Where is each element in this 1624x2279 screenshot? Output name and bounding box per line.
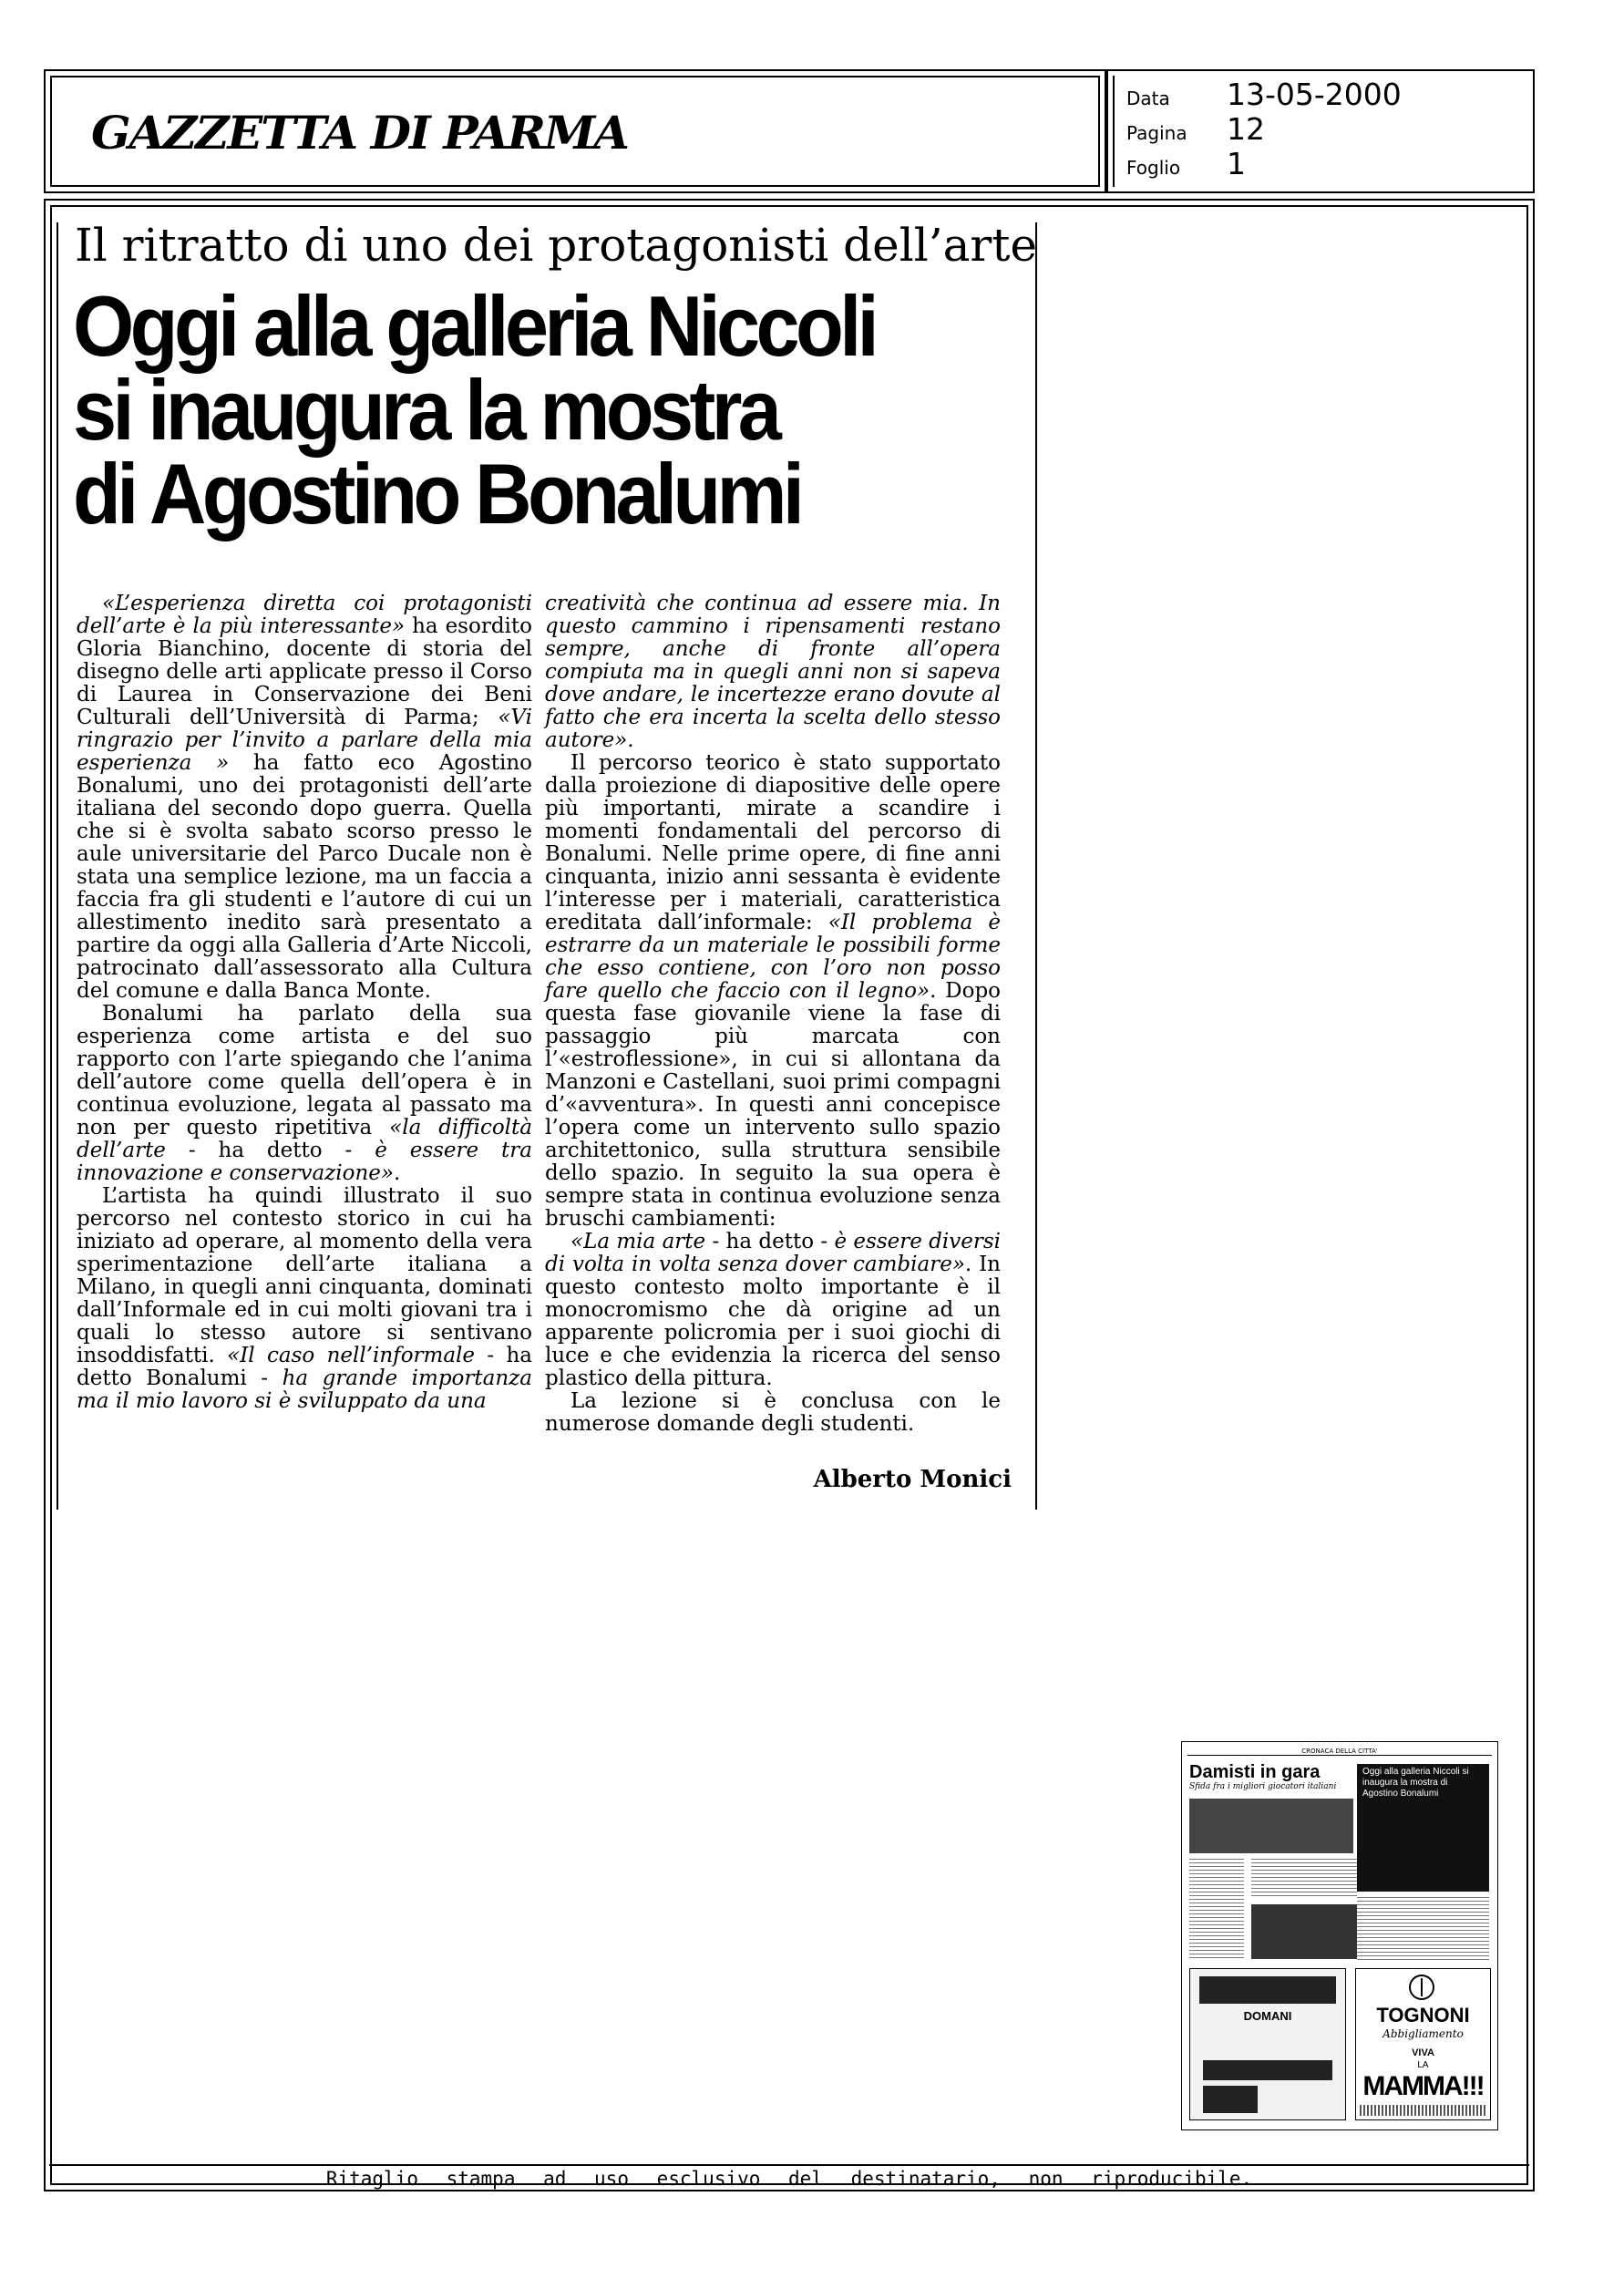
thumbnail-ad-tagline: Abbigliamento	[1382, 2027, 1464, 2040]
thumbnail-page-header: CRONACA DELLA CITTA'	[1187, 1748, 1492, 1756]
meta-date-label: Data	[1126, 88, 1170, 109]
article-column-1	[77, 593, 532, 1413]
body-text: - ha detto -	[165, 1139, 375, 1162]
article-headline	[73, 278, 945, 541]
thumbnail-ad-banner	[1203, 2086, 1258, 2113]
thumbnail-ad-brand: TOGNONI	[1376, 2004, 1470, 2026]
thumbnail-text-block	[1189, 1859, 1244, 1959]
quoted-text: ha grande importanza ma il mio lavoro si è sviluppato da una	[77, 1366, 532, 1413]
footer-rule	[49, 2164, 1529, 2166]
meta-sheet-value: 1	[1227, 146, 1246, 181]
quoted-text: è essere diversi di volta in volta senza dover cambiare»	[545, 1230, 1001, 1276]
thumbnail-text-block	[1357, 1897, 1489, 1961]
thumbnail-highlighted-article	[1357, 1764, 1489, 1892]
body-text: - ha detto Bonalumi -	[77, 1344, 532, 1390]
article-paragraph	[77, 593, 532, 1003]
body-text: Bonalumi ha parlato della sua esperienza come artista e del suo rapporto con l’arte spiegando che l’anima dell’autore come quella dell’opera è in continua evoluzione, legata al passato ma non per questo ripetitiva	[77, 1002, 532, 1140]
thumbnail-photo	[1251, 1904, 1357, 1959]
body-text: La lezione si è conclusa con le numerose domande degli studenti.	[545, 1389, 1001, 1436]
quoted-text: «La mia arte	[570, 1230, 706, 1253]
meta-page-row	[1126, 111, 1265, 147]
thumbnail-ad-left-text: DOMANI	[1243, 2009, 1292, 2023]
tognoni-logo-icon	[1409, 1975, 1434, 2000]
thumbnail-ad-mamma: MAMMA!!!	[1362, 2071, 1484, 2101]
quoted-text: «la difficoltà dell’arte	[77, 1116, 532, 1162]
body-text: Il percorso teorico è stato supportato dalla proiezione di diapositive delle opere più importanti, mirate a scandire i momenti fondamentali del percorso di Bonalumi. Nelle prime opere, di fine anni cinquanta, inizio anni sessanta è evidente l’interesse per i materiali, caratteristica ereditata dall’informale:	[545, 751, 1001, 934]
headline-line: si inaugura la mostra	[73, 362, 778, 458]
article-paragraph	[545, 593, 1001, 752]
thumbnail-ad-viva: VIVA	[1412, 2047, 1434, 2058]
thumbnail-ad-banner	[1203, 2060, 1332, 2080]
article-paragraph	[545, 1231, 1001, 1390]
quoted-text: «Il problema è estrarre da un materiale le possibili forme che esso contiene, con l’oro non posso fare quello che faccio con il legno»	[545, 911, 1001, 1003]
article-left-rule	[57, 222, 58, 1510]
clipping-disclaimer: Ritaglio stampa ad uso esclusivo del destinatario, non riproducibile.	[325, 2168, 1253, 2190]
quoted-text: «Vi ringrazio per l’invito a parlare della mia esperienza »	[77, 706, 532, 775]
thumbnail-ad-footer	[1360, 2105, 1486, 2116]
thumbnail-headline: Damisti in gara	[1189, 1762, 1321, 1782]
thumbnail-ad-banner	[1199, 1976, 1336, 2004]
body-text: . In questo contesto molto importante è il monocromismo che dà origine ad un apparente policromia per i suoi giochi di luce e che evidenzia la ricerca del senso plastico della pittura.	[545, 1253, 1001, 1390]
clipping-meta-box	[1106, 69, 1535, 193]
quoted-text: «L’esperienza diretta coi protagonisti dell’arte è la più interessante»	[77, 592, 532, 638]
thumbnail-ad-left	[1189, 1968, 1346, 2120]
thumbnail-text-block	[1251, 1859, 1357, 1899]
article-right-rule	[1035, 222, 1037, 1510]
headline-line: Oggi alla galleria Niccoli	[73, 278, 876, 374]
headline-line: di Agostino Bonalumi	[73, 446, 801, 541]
meta-date-row	[1126, 77, 1402, 112]
article-column-2	[545, 593, 1001, 1436]
thumbnail-photo	[1189, 1799, 1353, 1853]
article-paragraph	[545, 752, 1001, 1231]
body-text: ha esordito Gloria Bianchino, docente di storia del disegno delle arti applicate presso il Corso di Laurea in Conservazione dei Beni Culturali dell’Università di Parma;	[77, 614, 532, 729]
thumbnail-ad-right	[1355, 1968, 1491, 2120]
meta-page-value: 12	[1227, 111, 1265, 147]
meta-date-value: 13-05-2000	[1227, 77, 1402, 112]
article-paragraph	[545, 1390, 1001, 1436]
body-text: ha fatto eco Agostino Bonalumi, uno dei protagonisti dell’arte italiana del secondo dopo guerra. Quella che si è svolta sabato scorso presso le aule universitarie del Parco Ducale non è stata una semplice lezione, ma un faccia a faccia fra gli studenti e l’autore di cui un allestimento inedito sarà presentato a partire da oggi alla Galleria d’Arte Niccoli, patrocinato dall’assessorato alla Cultura del comune e dalla Banca Monte.	[77, 751, 532, 1003]
article-paragraph	[77, 1003, 532, 1185]
article-author: Alberto Monici	[813, 1466, 1012, 1493]
quoted-text: «Il caso nell’informale	[227, 1344, 476, 1367]
page-thumbnail	[1181, 1741, 1498, 2130]
meta-page-label: Pagina	[1126, 122, 1187, 144]
quoted-text: creatività che continua ad essere mia. In questo cammino i ripensamenti restano sempre, anche di fronte all’opera compiuta ma in quegli anni non si sapeva dove andare, le incertezze erano dovute al fatto che era incerta la scelta dello stesso autore».	[545, 592, 1001, 752]
body-text: . Dopo questa fase giovanile viene la fase di passaggio più marcata con l’«estroflessione», in cui si allontana da Manzoni e Castellani, suoi primi compagni d’«avventura». In questi anni concepisce l’opera come un intervento sullo spazio architettonico, sulla struttura sensibile dello spazio. In seguito la sua opera è sempre stata in continua evoluzione senza bruschi cambiamenti:	[545, 979, 1002, 1231]
article-paragraph	[77, 1185, 532, 1413]
article-kicker: Il ritratto di uno dei protagonisti dell’arte	[75, 219, 1038, 272]
masthead-box	[44, 69, 1106, 193]
body-text: .	[394, 1161, 401, 1185]
meta-sheet-label: Foglio	[1126, 157, 1181, 179]
thumbnail-ad-la: LA	[1417, 2060, 1429, 2070]
quoted-text: è essere tra innovazione e conservazione»	[77, 1139, 532, 1185]
thumbnail-subtitle: Sfida fra i migliori giocatori italiani	[1189, 1782, 1337, 1791]
thumbnail-highlighted-text: Oggi alla galleria Niccoli si inaugura la mostra di Agostino Bonalumi	[1362, 1767, 1469, 1799]
body-text: - ha detto -	[705, 1230, 835, 1253]
newspaper-masthead: GAZZETTA DI PARMA	[91, 106, 628, 160]
meta-sheet-row	[1126, 146, 1246, 181]
body-text: L’artista ha quindi illustrato il suo percorso nel contesto storico in cui ha iniziato ad operare, al momento della vera sperimentazione dell’arte italiana a Milano, in quegli anni cinquanta, dominati dall’Informale ed in cui molti giovani tra i quali lo stesso autore si sentivano insoddisfatti.	[77, 1184, 532, 1367]
